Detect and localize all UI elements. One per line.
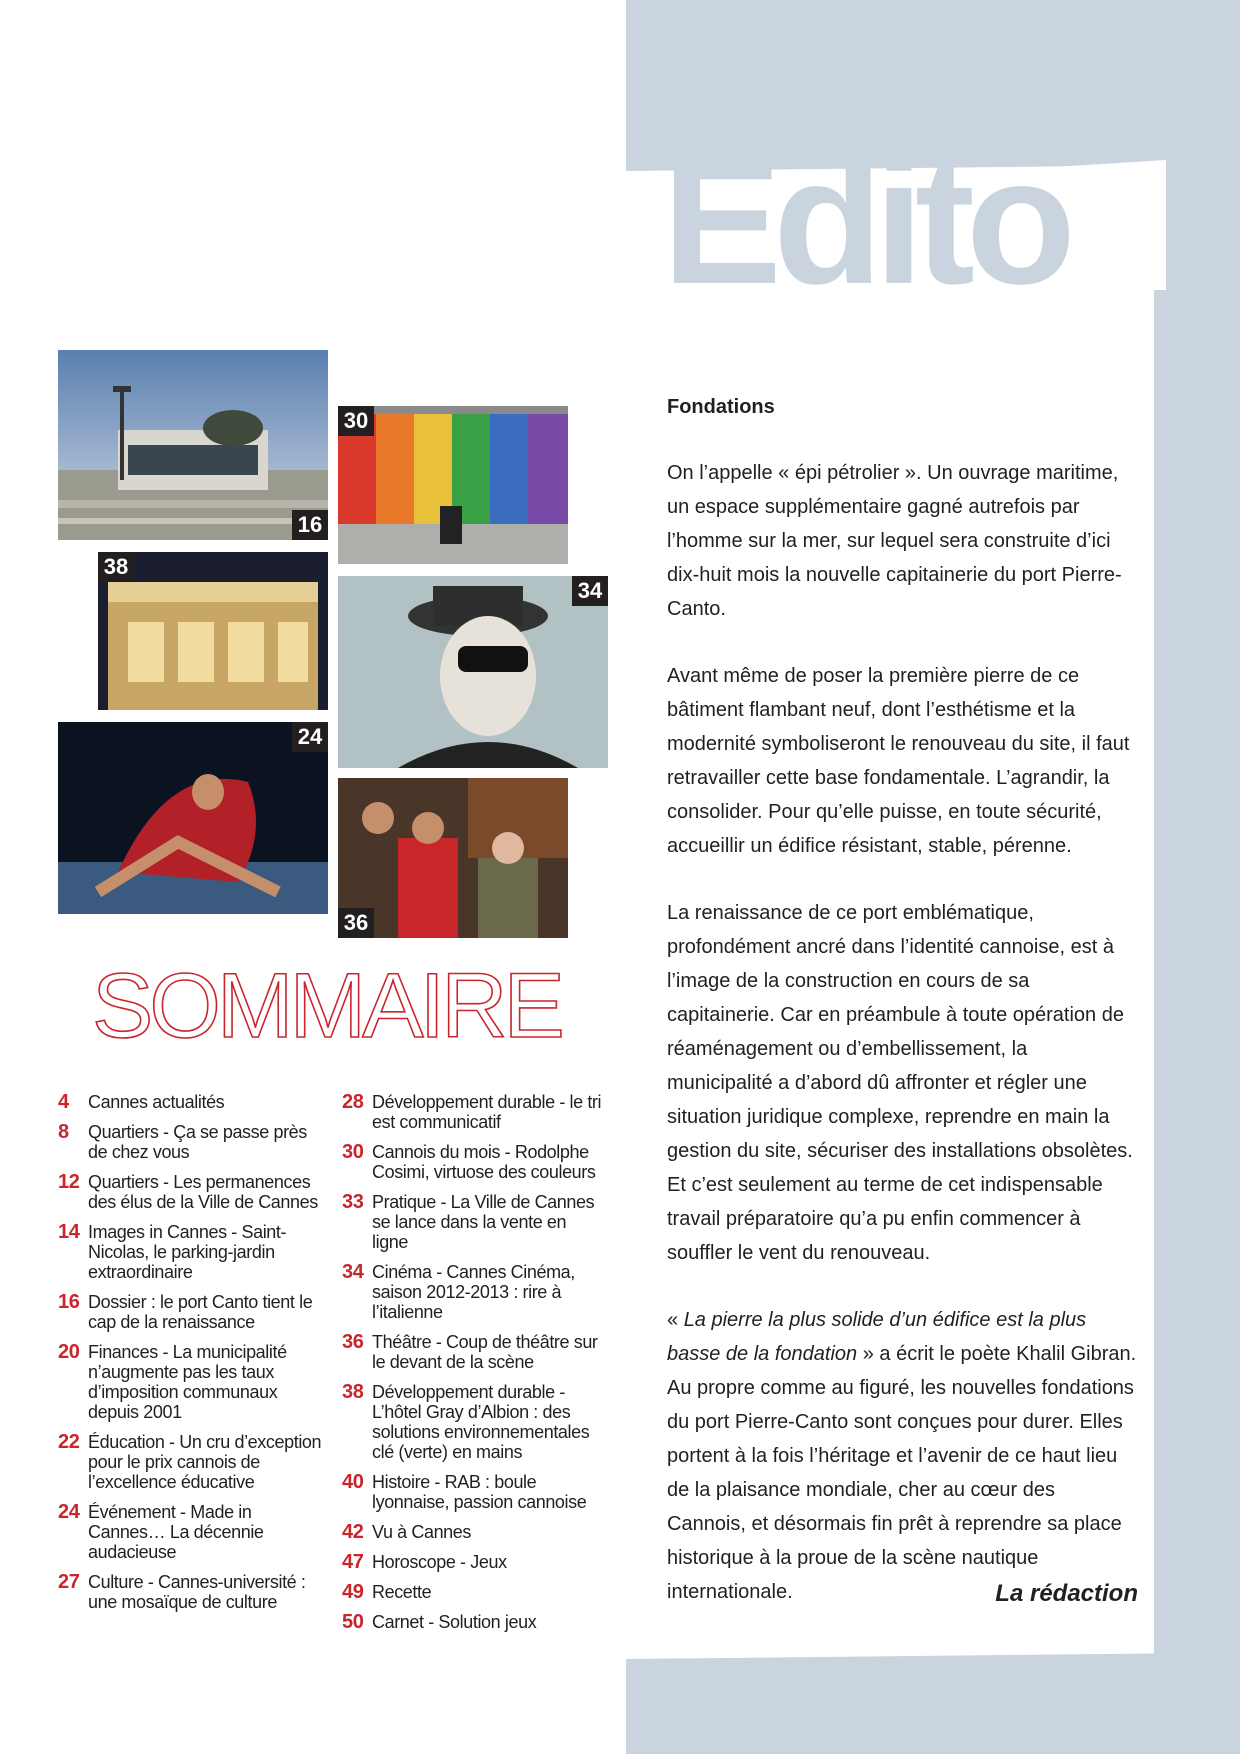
toc-page-number: 34 [342,1261,364,1283]
edito-quote: La pierre la plus solide d’un édifice est la plus basse de la fondation [667,1309,1087,1365]
quote-rest: » a écrit le poète Khalil Gibran. Au propre comme au figuré, les nouvelles fondations du port Pierre-Canto sont conçues pour durer. Elles portent à la fois l’héritage et l’avenir de ce haut lieu de la plaisance mondiale, cher au cœur des Cannois, et désormais fin prêt à reprendre sa place historique à la proue de la scène nautique internationale. [667,1343,1137,1603]
toc-item[interactable] [58,1292,326,1332]
page-badge: 34 [572,576,608,606]
toc-title: Horoscope - Jeux [372,1552,507,1572]
edito-paragraph-4 [667,1303,1137,1609]
toc-item[interactable] [342,1382,604,1462]
toc-title: Culture - Cannes-université : une mosaïque de culture [88,1572,306,1612]
toc-item[interactable] [58,1502,326,1562]
toc-title: Événement - Made in Cannes… La décennie audacieuse [88,1502,264,1562]
page-badge: 36 [338,908,374,938]
toc-page-number: 8 [58,1121,69,1143]
toc-item[interactable] [342,1552,604,1572]
toc-item[interactable] [58,1432,326,1492]
edito-signature: La rédaction [995,1580,1138,1607]
toc-item[interactable] [342,1262,604,1322]
toc-page-number: 47 [342,1551,364,1573]
toc-title: Quartiers - Les permanences des élus de la Ville de Cannes [88,1172,318,1212]
toc-title: Cinéma - Cannes Cinéma, saison 2012-2013 : rire à l’italienne [372,1262,575,1322]
page-badge: 24 [292,722,328,752]
edito-paragraph-2: Avant même de poser la première pierre de ce bâtiment flambant neuf, dont l’esthétisme et la modernité symboliseront le renouveau du site, il faut retravailler cette base fondamentale. L’agrandir, la consolider. Pour qu’elle puisse, en toute sécurité, accueillir un édifice résistant, stable, pérenne. [667,665,1130,857]
harbor-building-image [58,350,328,540]
hotel-facade-photo [98,552,328,710]
toc-title: Recette [372,1582,432,1602]
toc-title: Cannois du mois - Rodolphe Cosimi, virtuose des couleurs [372,1142,596,1182]
page-badge: 38 [98,552,134,582]
toc-column-left [58,1092,326,1622]
toc-title: Images in Cannes - Saint-Nicolas, le parking-jardin extraordinaire [88,1222,287,1282]
toc-page-number: 28 [342,1091,364,1113]
toc-page-number: 36 [342,1331,364,1353]
toc-page-number: 50 [342,1611,364,1633]
toc-title: Carnet - Solution jeux [372,1612,537,1632]
quote-open: « [667,1309,684,1331]
toc-item[interactable] [342,1472,604,1512]
dancer-image [58,722,328,914]
toc-item[interactable] [342,1332,604,1372]
toc-item[interactable] [342,1522,604,1542]
toc-item[interactable] [342,1192,604,1252]
toc-page-number: 12 [58,1171,80,1193]
edito-article [667,390,1137,1642]
edito-title: Édito [662,121,1067,322]
painted-faces-mural-photo [338,406,568,564]
toc-page-number: 27 [58,1571,80,1593]
toc-page-number: 33 [342,1191,364,1213]
toc-title: Théâtre - Coup de théâtre sur le devant de la scène [372,1332,598,1372]
man-with-hat-poster-photo [338,576,608,768]
edito-heading: Fondations [667,396,775,418]
toc-item[interactable] [342,1092,604,1132]
page-badge: 16 [292,510,328,540]
dancer-photo [58,722,328,914]
man-with-hat-poster-image [338,576,608,768]
harbor-building-photo [58,350,328,540]
toc-title: Éducation - Un cru d’exception pour le prix cannois de l’excellence éducative [88,1432,322,1492]
toc-title: Dossier : le port Canto tient le cap de la renaissance [88,1292,313,1332]
toc-title: Quartiers - Ça se passe près de chez vous [88,1122,307,1162]
toc-title: Développement durable - L’hôtel Gray d’Albion : des solutions environnementales clé (verte) en mains [372,1382,590,1462]
page-badge: 30 [338,406,374,436]
edito-paragraph-1: On l’appelle « épi pétrolier ». Un ouvrage maritime, un espace supplémentaire gagné autrefois par l’homme sur la mer, sur lequel sera construite d’ici dix-huit mois la nouvelle capitainerie du port Pierre-Canto. [667,462,1122,620]
toc-page-number: 14 [58,1221,80,1243]
theatre-scene-photo [338,778,568,938]
toc-item[interactable] [58,1342,326,1422]
toc-page-number: 40 [342,1471,364,1493]
toc-title: Vu à Cannes [372,1522,472,1542]
toc-title: Pratique - La Ville de Cannes se lance dans la vente en ligne [372,1192,595,1252]
toc-page-number: 20 [58,1341,80,1363]
edito-paragraph-3: La renaissance de ce port emblématique, profondément ancré dans l’identité cannoise, est à l’image de la construction en cours de sa capitainerie. Car en préambule à toute opération de réaménagement ou d’embellissement, la municipalité a d’abord dû affronter et régler une situation juridique complexe, reprendre en main la gestion du site, sécuriser des installations obsolètes. Et c’est seulement au terme de cet indispensable travail préparatoire qu’a pu enfin commencer à souffler le vent du renouveau. [667,902,1133,1264]
toc-item[interactable] [58,1172,326,1212]
toc-page-number: 24 [58,1501,80,1523]
sommaire-title: SOMMAIRE [92,955,561,1057]
toc-page-number: 42 [342,1521,364,1543]
toc-page-number: 22 [58,1431,80,1453]
toc-title: Développement durable - le tri est communicatif [372,1092,602,1132]
toc-item[interactable] [342,1612,604,1632]
toc-page-number: 30 [342,1141,364,1163]
toc-title: Cannes actualités [88,1092,225,1112]
toc-page-number: 16 [58,1291,80,1313]
toc-title: Finances - La municipalité n’augmente pas les taux d’imposition communaux depuis 2001 [88,1342,287,1422]
toc-page-number: 49 [342,1581,364,1603]
toc-column-right [342,1092,604,1642]
toc-item[interactable] [58,1122,326,1162]
toc-page-number: 4 [58,1091,69,1113]
toc-title: Histoire - RAB : boule lyonnaise, passion cannoise [372,1472,587,1512]
toc-item[interactable] [342,1142,604,1182]
toc-item[interactable] [58,1572,326,1612]
toc-item[interactable] [58,1092,326,1112]
toc-page-number: 38 [342,1381,364,1403]
toc-item[interactable] [58,1222,326,1282]
toc-item[interactable] [342,1582,604,1602]
